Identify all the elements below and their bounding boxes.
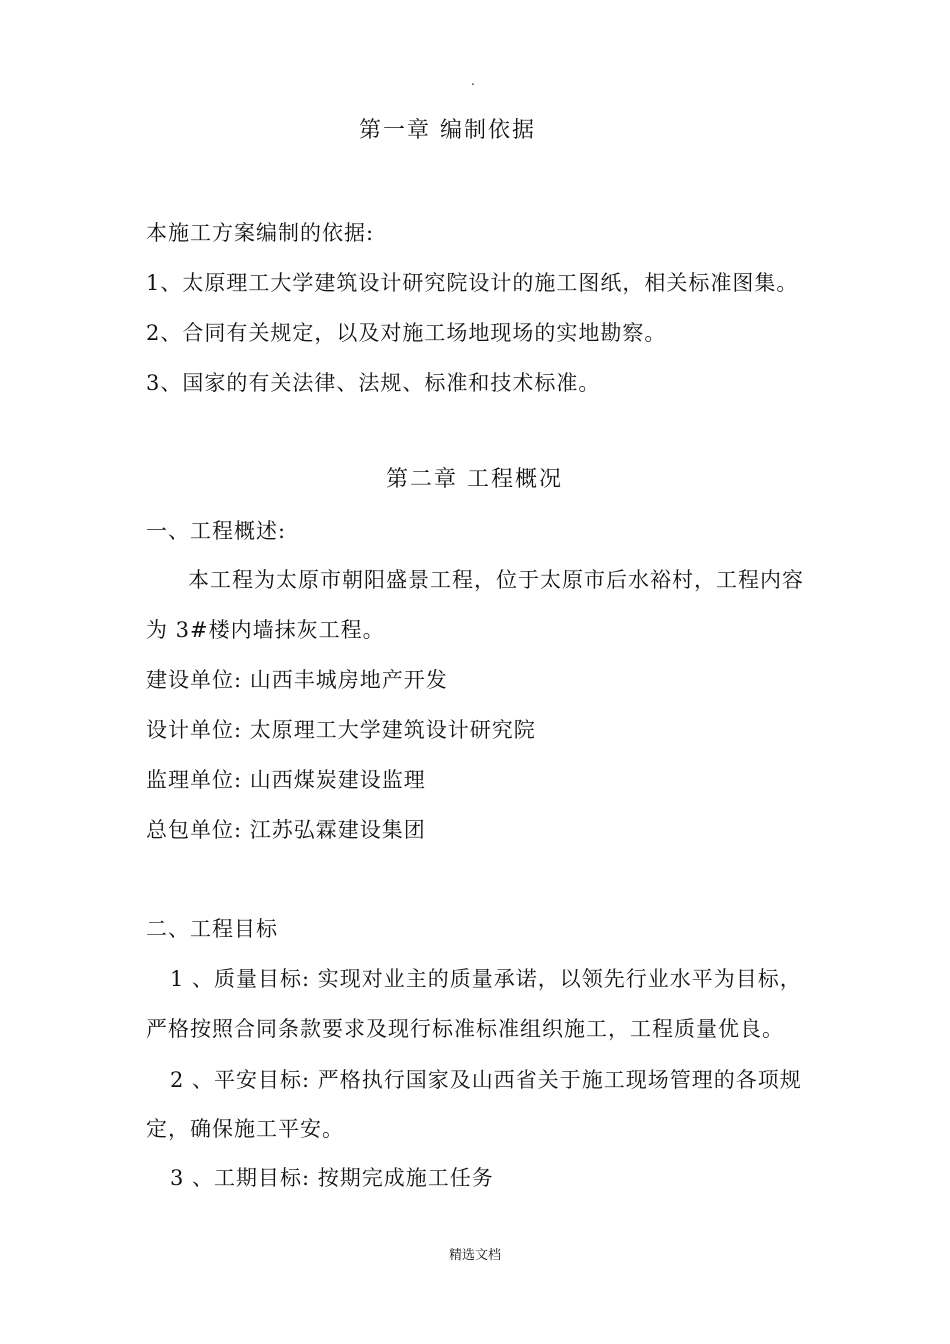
page-footer: 精选文档: [448, 1248, 501, 1263]
chapter1-item: 3、国家的有关法律、法规、标准和技术标准。: [146, 371, 601, 395]
unit-construction: 建设单位: 山西丰城房地产开发: [146, 668, 448, 692]
chapter2-title: 第二章 工程概况: [386, 467, 563, 492]
goal-safety-line2: 定，确保施工平安。: [146, 1117, 344, 1141]
chapter1-intro: 本施工方案编制的依据:: [146, 221, 375, 245]
overview-paragraph-line1: 本工程为太原市朝阳盛景工程，位于太原市后水裕村，工程内容: [188, 568, 804, 592]
section2-heading: 二、工程目标: [146, 917, 278, 941]
chapter1-item: 1、太原理工大学建筑设计研究院设计的施工图纸，相关标准图集。: [146, 271, 799, 295]
goal-schedule: 3 、工期目标: 按期完成施工任务: [170, 1166, 494, 1190]
unit-design: 设计单位: 太原理工大学建筑设计研究院: [146, 718, 536, 742]
unit-general-contractor: 总包单位: 江苏弘霖建设集团: [146, 818, 426, 842]
unit-supervision: 监理单位: 山西煤炭建设监理: [146, 768, 426, 792]
chapter1-title: 第一章 编制依据: [359, 118, 536, 143]
goal-quality-line2: 严格按照合同条款要求及现行标准标准组织施工，工程质量优良。: [146, 1017, 784, 1041]
section1-heading: 一、工程概述:: [146, 519, 287, 543]
goal-safety-line1: 2 、平安目标: 严格执行国家及山西省关于施工现场管理的各项规: [170, 1068, 802, 1092]
overview-paragraph-line2: 为 3#楼内墙抹灰工程。: [146, 618, 385, 642]
chapter1-item: 2、合同有关规定，以及对施工场地现场的实地勘察。: [146, 321, 667, 345]
goal-quality-line1: 1 、质量目标: 实现对业主的质量承诺，以领先行业水平为目标，: [170, 967, 802, 991]
header-mark: .: [471, 74, 475, 88]
